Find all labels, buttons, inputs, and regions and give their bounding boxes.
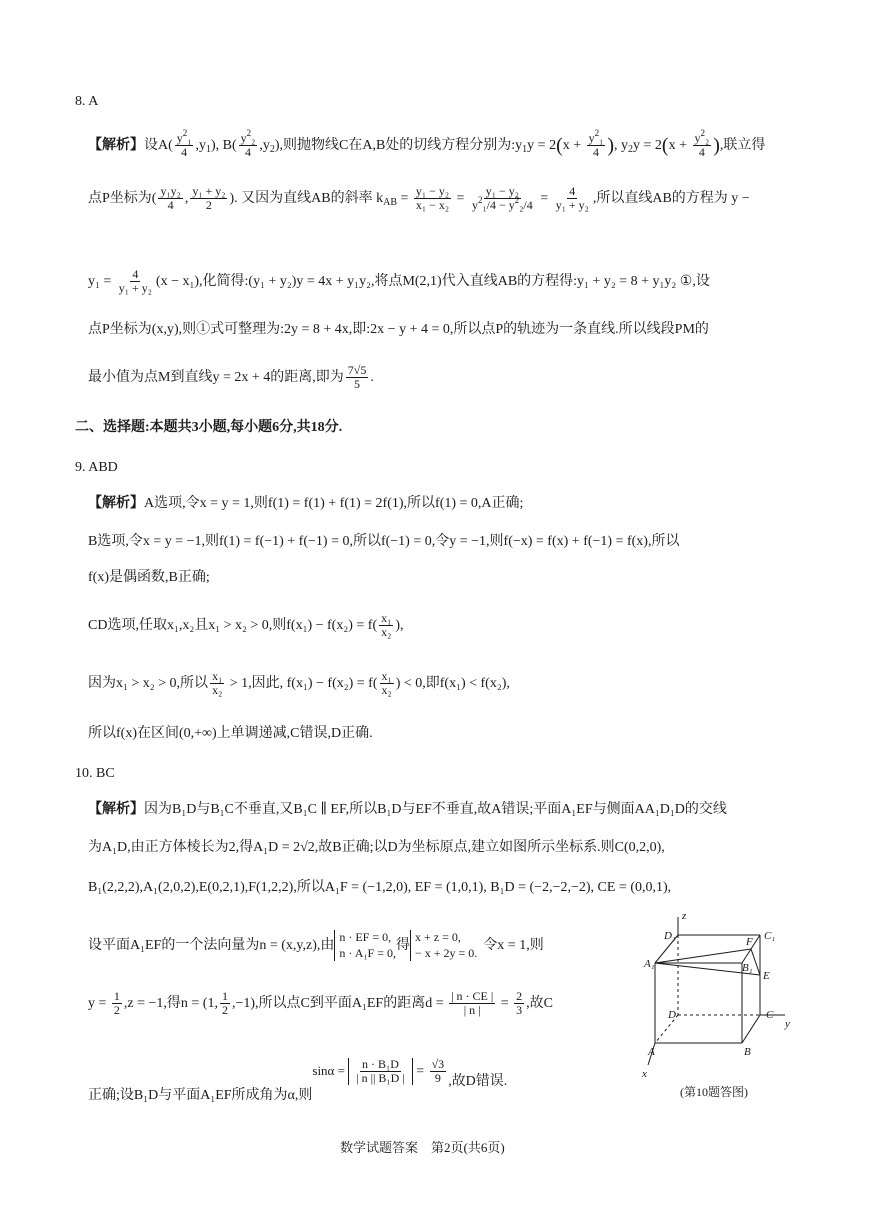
text: 点P坐标为(	[88, 190, 157, 206]
text: ),则抛物线C在A,B处的切线方程分别为:y	[274, 137, 523, 153]
text: 因为B₁D与B₁C不垂直,又B₁C ∥ EF,所以B₁D与EF不垂直,故A错误;平面A₁EF与侧面AA₁D₁D的交线	[144, 802, 727, 817]
text: ) < 0,即f(x₁) < f(x₂),	[395, 675, 510, 691]
text: ,−1),所以点C到平面A₁EF的距离d =	[231, 995, 448, 1011]
q9-line-5: 因为x₁ > x₂ > 0,所以 $\frac{\text{x₁}}{\text{x₂}}$ > 1,因此, f(x₁) − f(x₂) = f( $\frac{\text{x₁}}{\text{x₂}}$ ) < 0,即f(x₁) < f(x₂),	[88, 669, 510, 698]
page-footer: 数学试题答案 第2页(共6页)	[340, 1140, 505, 1155]
fraction: $\frac{4}{\text{y₁ + y₂}}$	[118, 267, 152, 296]
q10-line-6: 正确;设B₁D与平面A₁EF所成角为α,则sinα = $\frac{\text{n · B₁D}}{\text{| n || B₁D |}}$ = $\frac{√3}{9}$ ,故D错误.	[88, 1057, 508, 1103]
text: 令x = 1,则	[483, 937, 544, 953]
q9-label: 9. ABD	[75, 460, 118, 475]
q9-line-1	[88, 496, 523, 513]
edge	[742, 1015, 760, 1043]
text: ,所以直线AB的方程为 y −	[592, 190, 750, 206]
q10-line-3: B₁(2,2,2),A₁(2,0,2),E(0,2,1),F(1,2,2),所以A₁F = (−1,2,0), EF = (1,0,1), B₁D = (−2,−2,−2), CE = (0,0,1),	[88, 880, 672, 895]
q9-line-4	[88, 612, 403, 639]
label-z: z	[682, 910, 687, 922]
text: =	[397, 190, 412, 206]
text: =	[412, 1063, 428, 1079]
q10-line-2: 为A₁D,由正方体棱长为2,得A₁D = 2√2,故B正确;以D为坐标原点,建立如图所示坐标系.则C(0,2,0),	[88, 840, 665, 855]
text: (x − x₁),化简得:(y₁ + y₂)y = 4x + y₁y₂,将点M(2,1)代入直线AB的方程得:y₁ + y₂ = 8 + y₁y₂ ①,设	[155, 273, 710, 289]
text: y = 2	[633, 137, 662, 153]
text: ), B(	[210, 137, 237, 153]
q8-line-4: 点P坐标为(x,y),则①式可整理为:2y = 8 + 4x,即:2x − y + 4 = 0,所以点P的轨迹为一条直线.所以线段PM的	[88, 322, 709, 337]
label-e: E	[763, 970, 770, 982]
label-c1: C₁	[764, 930, 776, 942]
text: y = 2	[527, 137, 557, 153]
text: ,z = −1,得n = (1,	[123, 995, 218, 1011]
label-y: y	[785, 1018, 790, 1030]
text: sinα =	[312, 1062, 349, 1078]
text: =	[536, 190, 552, 206]
text: y₁ =	[88, 273, 115, 289]
text: ). 又因为直线AB的斜率 k	[229, 190, 384, 206]
label-c: C	[766, 1009, 774, 1021]
q8-line-2: 点P坐标为( $\frac{\text{y₁y₂}}{4}$ , $\frac{\text{y₁ + y₂}}{2}$ ). 又因为直线AB的斜率 $k_{AB}$ = $\frac{\text{y₁ − y₂}}{\text{x₁ − x₂}}$ = $\frac{\text{y₁ − y₂}}{y^2_1/4 - y^2_2/4}$ = $\frac{4}{\text{y₁ + y₂}}$ ,所以直线AB的方程为 y −	[88, 184, 750, 213]
edge	[655, 949, 751, 963]
text: , y	[614, 137, 629, 153]
q10-line-5: y = $\frac{1}{2}$ ,z = −1,得n = (1, $\frac{1}{2}$ ,−1),所以点C到平面A₁EF的距离d = $\frac{| n \cdot CE |}{| n |}$ = $\frac{2}{3}$ ,故C	[88, 989, 553, 1018]
text: ,故C	[526, 995, 553, 1011]
abs-fraction: $\frac{\text{n · B₁D}}{\text{| n || B₁D |}}$	[348, 1058, 412, 1085]
label-d1: D₁	[664, 930, 676, 942]
equation-system: n · EF = 0, n · A₁F = 0,	[334, 930, 396, 961]
q8-label: 8. A	[75, 94, 99, 109]
text: 设A(	[144, 137, 173, 153]
label-f: F	[746, 936, 753, 948]
text: 因为x₁ > x₂ > 0,所以	[88, 675, 209, 691]
cube-figure	[630, 905, 800, 1105]
equation-system: x + z = 0, − x + 2y = 0.	[410, 930, 477, 961]
text: y =	[88, 995, 110, 1011]
text: CD选项,任取x₁,x₂且x₁ > x₂ > 0,则f(x₁) − f(x₂) = f(	[88, 617, 378, 633]
q9-line-3: f(x)是偶函数,B正确;	[88, 570, 210, 585]
section-heading: 二、选择题:本题共3小题,每小题6分,共18分.	[75, 420, 343, 435]
text: 得	[395, 937, 410, 953]
text: ,y	[259, 137, 270, 153]
fraction: $\frac{7√5}{5}$	[347, 363, 367, 392]
fraction: $\frac{\text{x₁}}{\text{x₂}}$	[381, 611, 392, 640]
q8-line-5	[88, 364, 374, 391]
text: =	[453, 190, 468, 206]
text: 最小值为点M到直线y = 2x + 4的距离,即为	[88, 369, 344, 385]
label-a1: A₁	[644, 958, 655, 970]
text: ,故D错误.	[448, 1073, 508, 1089]
q9-line-2: B选项,令x = y = −1,则f(1) = f(−1) + f(−1) = 0,所以f(−1) = 0,令y = −1,则f(−x) = f(x) + f(−1) = f(x),所以	[88, 534, 680, 549]
analysis-tag: 【解析】	[88, 802, 144, 817]
fraction: $\frac{\text{y₁y₂}}{4}$	[160, 184, 181, 213]
text: 设平面A₁EF的一个法向量为n = (x,y,z),由	[88, 937, 335, 953]
text: ,联立得	[719, 137, 766, 153]
q9-line-6: 所以f(x)在区间(0,+∞)上单调递减,C错误,D正确.	[88, 726, 373, 741]
label-a: A	[648, 1046, 655, 1058]
fraction: $\frac{y^2_2}{4}$	[240, 128, 256, 160]
q10-label: 10. BC	[75, 766, 115, 781]
fraction: $\frac{\text{x₁}}{\text{x₂}}$	[212, 669, 223, 698]
fraction: $\frac{1}{2}$	[113, 989, 120, 1018]
text: =	[497, 995, 513, 1011]
cube-diagram	[630, 905, 800, 1105]
label-d: D	[668, 1009, 676, 1021]
fraction: $\frac{y^2_1}{4}$	[176, 128, 192, 160]
text: A选项,令x = y = 1,则f(1) = f(1) + f(1) = 2f(1),所以f(1) = 0,A正确;	[144, 496, 524, 511]
text: > 1,因此, f(x₁) − f(x₂) = f(	[226, 675, 378, 691]
label-x: x	[642, 1068, 647, 1080]
text: ,	[184, 190, 189, 206]
label-b1: B₁	[742, 962, 753, 974]
q10-line-4	[88, 930, 544, 961]
q10-line-1	[88, 802, 727, 819]
text: 正确;设B₁D与平面A₁EF所成角为α,则	[88, 1087, 313, 1103]
q8-line-1: 【解析】设A( $\frac{y^2_1}{4}$ $,y_1$), B( $\frac{y^2_2}{4}$ $,y_2$),则抛物线C在A,B处的切线方程分别为$:y_1y = 2(x$ + $\frac{y^2_1}{4}$ ), $y_2y = 2(x$ + $\frac{y^2_2}{4}$ ),联立得	[88, 128, 766, 160]
text: ,y	[195, 137, 206, 153]
text: ),	[395, 617, 404, 633]
label-b: B	[744, 1046, 751, 1058]
q8-line-3	[88, 268, 710, 295]
analysis-tag: 【解析】	[88, 496, 144, 511]
analysis-tag: 【解析】	[88, 137, 144, 153]
figure-caption: (第10题答图)	[680, 1085, 748, 1099]
text: .	[370, 369, 374, 385]
